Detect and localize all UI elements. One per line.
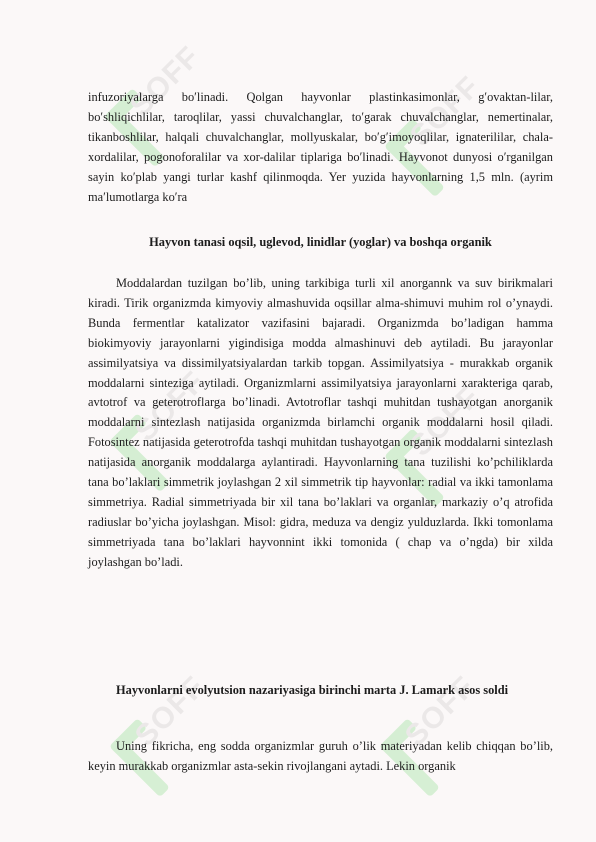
- section-heading-evolution: Hayvonlarni evolyutsion nazariyasiga birinchi marta J. Lamark asos soldi: [116, 683, 509, 697]
- watermark-text: SOFF: [403, 380, 487, 463]
- watermark-text: SOFF: [128, 670, 212, 753]
- paragraph-lamark: [88, 737, 553, 777]
- paragraph-text: Uning fikricha, eng sodda organizmlar guruh o’lik materiyadan kelib chiqqan bo’lib, keyin murakkab organizmlar asta-sekin rivojlangani aytadi. Lekin organik: [88, 739, 553, 773]
- paragraph-text: Moddalardan tuzilgan bo’lib, uning tarkibiga turli xil anorgannk va suv birikmalari kiradi. Tirik organizmda kimyoviy almashuvida oqsillar alma-shimuvi muhim rol o’ynaydi. Bunda fermentlar katalizator vazifasini bajaradi. Organizmda bo’ladigan hamma biokimyoviy jarayonlarni yigindisiga modda almashinuvi deb aytiladi. Bu jarayonlar assimilyatsiya va dissimilyatsiyalardan tarkib topgan. Assimilyatsiya - murakkab organik moddalarni sinteziga aytiladi. Organizmlarni assimilyatsiya jarayonlarni xarakteriga qarab, avtotrof va geterotroflarga bo’linadi. Avtotroflar tashqi muhitdan tushayotgan anorganik moddalarni sintezlash natijasida organizmda birlamchi organik moddalarni hosil qiladi. Fotosintez natijasida geterotrofda tashqi muhitdan tushayotgan organik moddalarni sintezlash natijasida anorganik moddalarga aylantiradi. Hayvonlarning tana tuzilishi ko’pchiliklarda tana bo’laklari simmetrik joylashgan 2 xil simmetrik tip hayvonlar: radial va ikki tamonlama simmetriya. Radial simmetriyada bir xil tana bo’laklari va organlar, markaziy o’q atrofida radiuslar bo’yicha joylashgan. Misol: gidra, meduza va dengiz yulduzlarda. Ikki tomonlama simmetriyada tana bo’laklari hayvonnint ikki tomonida ( chap va o’ngda) bir xilda joylashgan bo’ladi.: [88, 276, 553, 569]
- paragraph-composition: [88, 274, 553, 573]
- section-heading-composition: Hayvon tanasi oqsil, uglevod, linidlar (yoglar) va boshqa organik: [149, 235, 492, 249]
- watermark-text: SOFF: [123, 40, 207, 123]
- paragraph-intro: [88, 88, 553, 207]
- paragraph-text: infuzoriyalarga bo′linadi. Qolgan hayvonlar plastinkasimonlar, g′ovaktan-lilar, bo′shliqichlilar, taroqlilar, yassi chuvalchanglar, to′garak chuvalchanglar, nemertinalar, tikanboshlilar, halqali chuvalchanglar, mollyuskalar, bo′g′imoyoqlilar, ignaterililar, chala-xordalilar, pogonoforalilar va xor-dalilar tiplariga bo′linadi. Hayvonot dunyosi o′rganilgan sayin ko′plab yangi turlar kashf qilinmoqda. Yer yuzida hayvonlarning 1,5 mln. (ayrim ma′lumotlarga ko′ra: [88, 90, 553, 204]
- watermark-text: SOFF: [398, 670, 482, 753]
- watermark-text: SOFF: [403, 70, 487, 153]
- watermark-text: SOFF: [128, 365, 212, 448]
